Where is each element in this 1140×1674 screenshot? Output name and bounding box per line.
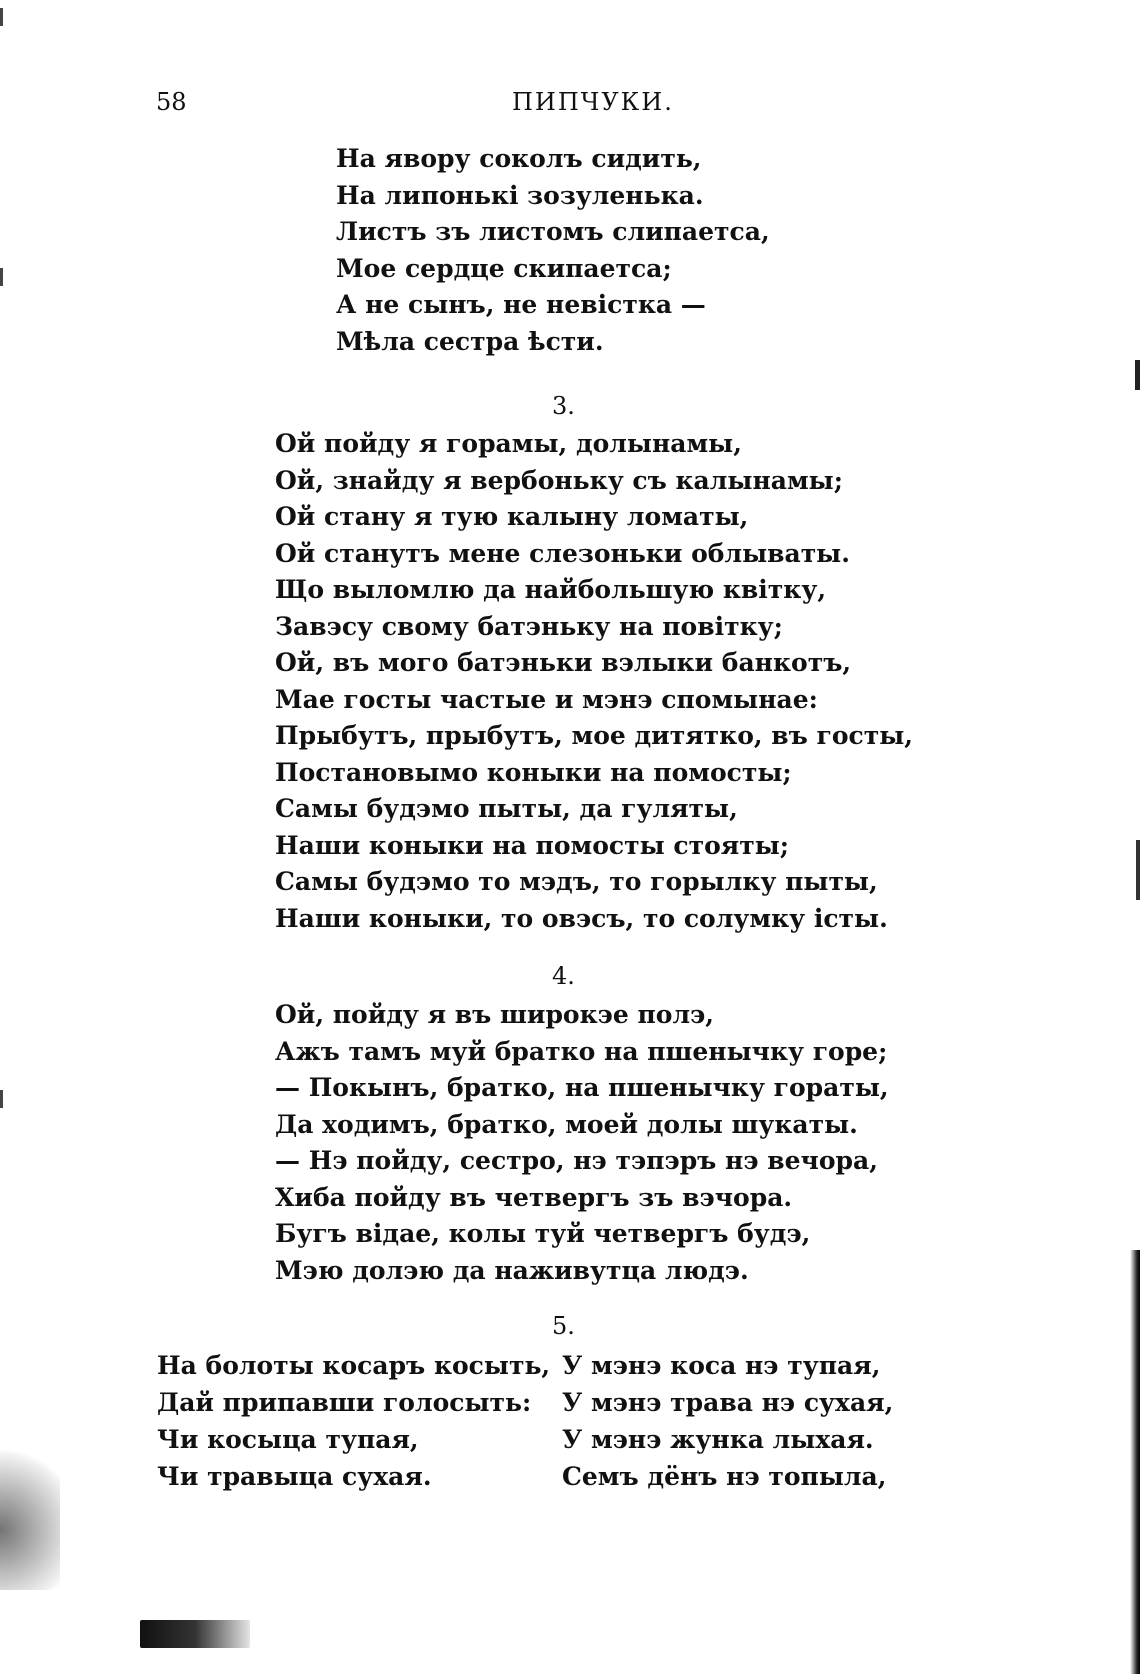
verse-line: Семъ дёнъ нэ топыла, xyxy=(562,1462,887,1491)
scan-edge-mark xyxy=(1135,360,1140,390)
scan-edge-mark xyxy=(0,268,3,286)
verse-line: Да ходимъ, братко, моей долы шукаты. xyxy=(275,1109,858,1139)
section-number-4: 4. xyxy=(552,962,575,990)
verse-line: Завэсу свому батэньку на повітку; xyxy=(275,611,783,641)
section-number-5: 5. xyxy=(552,1312,575,1340)
verse-line: А не сынъ, не невістка — xyxy=(336,290,706,319)
scan-smudge xyxy=(0,1440,60,1590)
verse-line: Ой стану я тую калыну ломаты, xyxy=(275,502,749,531)
section-number-3: 3. xyxy=(552,392,575,420)
section-5-right-column xyxy=(562,1347,893,1495)
verse-line: Ажъ тамъ муй братко на пшенычку горе; xyxy=(275,1036,888,1066)
verse-line: У мэнэ коса нэ тупая, xyxy=(562,1351,881,1380)
verse-line: Мае госты частые и мэнэ спомынае: xyxy=(275,684,818,714)
verse-line: — Покынъ, братко, на пшенычку гораты, xyxy=(275,1073,889,1102)
page-number: 58 xyxy=(156,88,187,116)
verse-line: Листъ зъ листомъ слипаетса, xyxy=(336,217,770,246)
section-3-stanza xyxy=(275,426,913,937)
scan-edge-mark xyxy=(0,8,3,26)
verse-line: Мэю долэю да наживутца людэ. xyxy=(275,1255,749,1285)
verse-line: У мэнэ трава нэ сухая, xyxy=(562,1388,894,1417)
verse-line: Самы будэмо то мэдъ, то горылку пыты, xyxy=(275,867,878,896)
verse-line: Бугъ відае, колы туй четвергъ будэ, xyxy=(275,1219,811,1248)
verse-line: На липонькі зозуленька. xyxy=(336,180,704,210)
scan-edge-mark xyxy=(0,1090,3,1108)
verse-line: Прыбутъ, прыбутъ, мое дитятко, въ госты, xyxy=(275,721,914,750)
verse-line: Самы будэмо пыты, да гуляты, xyxy=(275,794,738,823)
scan-edge-shadow xyxy=(1130,1250,1140,1674)
verse-line: — Нэ пойду, сестро, нэ тэпэръ нэ вечора, xyxy=(275,1146,878,1175)
running-title: ПИПЧУКИ. xyxy=(512,88,674,116)
verse-line: Дай припавши голосыть: xyxy=(157,1388,532,1417)
verse-line: Мѣла сестра ѣсти. xyxy=(336,326,604,356)
verse-line: Ой пойду я горамы, долынамы, xyxy=(275,429,742,458)
verse-line: Ой, въ мого батэньки вэлыки банкотъ, xyxy=(275,648,852,677)
verse-line: Постановымо коныки на помосты; xyxy=(275,757,792,787)
stanza-top xyxy=(336,141,770,360)
scan-edge-mark xyxy=(1136,840,1140,900)
section-4-stanza xyxy=(275,997,889,1289)
verse-line: Ой, знайду я вербоньку съ калынамы; xyxy=(275,465,843,495)
section-5-left-column xyxy=(157,1347,550,1495)
verse-line: У мэнэ жунка лыхая. xyxy=(562,1425,874,1454)
verse-line: На явору соколъ сидить, xyxy=(336,144,702,173)
verse-line: Наши коныки на помосты стояты; xyxy=(275,830,790,860)
verse-line: Хиба пойду въ четвергъ зъ вэчора. xyxy=(275,1182,793,1212)
verse-line: Чи травыца сухая. xyxy=(157,1462,432,1491)
verse-line: Ой, пойду я въ широкэе полэ, xyxy=(275,1000,715,1029)
verse-line: На болоты косаръ косыть, xyxy=(157,1351,551,1380)
scan-smudge xyxy=(140,1620,250,1648)
verse-line: Мое сердце скипаетса; xyxy=(336,253,672,283)
verse-line: Наши коныки, то овэсъ, то солумку істы. xyxy=(275,903,888,933)
verse-line: Чи косыца тупая, xyxy=(157,1425,419,1454)
verse-line: Що выломлю да найбольшую квітку, xyxy=(275,575,827,604)
verse-line: Ой станутъ мене слезоньки облываты. xyxy=(275,538,850,568)
